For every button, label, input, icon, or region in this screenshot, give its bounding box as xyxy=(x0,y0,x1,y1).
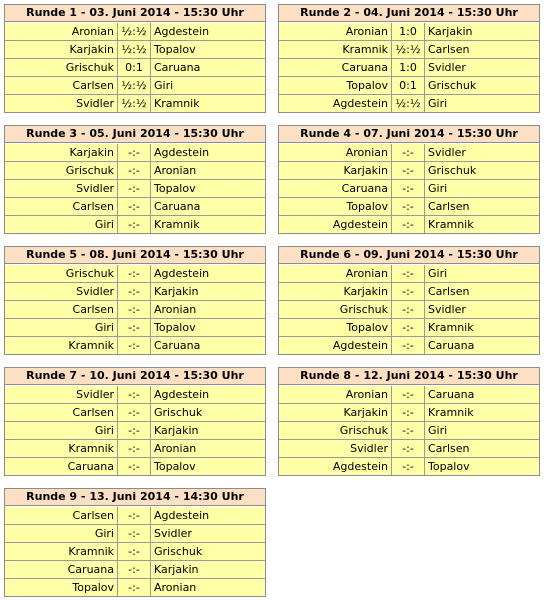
black-player: Topalov xyxy=(428,460,470,473)
white-player: Topalov xyxy=(346,321,388,334)
game-result: -:- xyxy=(117,386,151,403)
black-player: Topalov xyxy=(154,460,196,473)
game-row xyxy=(5,264,265,282)
game-result: -:- xyxy=(117,144,151,161)
black-player: Aronian xyxy=(154,581,197,594)
white-player: Svidler xyxy=(76,97,114,110)
round-table xyxy=(4,246,266,355)
game-result: ½:½ xyxy=(391,41,425,58)
round-header: Runde 9 - 13. Juni 2014 - 14:30 Uhr xyxy=(5,489,265,506)
white-player: Agdestein xyxy=(332,218,388,231)
game-result: 1:0 xyxy=(391,59,425,76)
round-table xyxy=(278,4,540,113)
game-row xyxy=(5,58,265,76)
game-row xyxy=(279,179,539,197)
game-row xyxy=(279,40,539,58)
black-player: Agdestein xyxy=(154,25,210,38)
black-player: Giri xyxy=(428,424,448,437)
game-row xyxy=(279,282,539,300)
round-header: Runde 7 - 10. Juni 2014 - 15:30 Uhr xyxy=(5,368,265,385)
white-player: Topalov xyxy=(346,200,388,213)
white-player: Giri xyxy=(94,424,114,437)
game-row xyxy=(5,560,265,578)
white-player: Svidler xyxy=(76,182,114,195)
game-row xyxy=(5,457,265,475)
game-row xyxy=(5,76,265,94)
game-row xyxy=(279,439,539,457)
white-player: Topalov xyxy=(72,581,114,594)
white-player: Aronian xyxy=(345,388,388,401)
black-player: Topalov xyxy=(154,43,196,56)
white-player: Agdestein xyxy=(332,97,388,110)
black-player: Kramnik xyxy=(154,97,200,110)
black-player: Grischuk xyxy=(428,79,477,92)
game-row xyxy=(279,76,539,94)
white-player: Grischuk xyxy=(339,303,388,316)
game-row xyxy=(5,179,265,197)
game-row xyxy=(5,300,265,318)
black-player: Karjakin xyxy=(154,285,199,298)
round-table xyxy=(278,246,540,355)
black-player: Giri xyxy=(154,79,174,92)
white-player: Kramnik xyxy=(68,339,114,352)
white-player: Karjakin xyxy=(69,146,114,159)
white-player: Carlsen xyxy=(72,303,114,316)
game-row xyxy=(5,385,265,403)
game-row xyxy=(279,403,539,421)
game-result: -:- xyxy=(391,162,425,179)
game-row xyxy=(5,578,265,596)
game-result: ½:½ xyxy=(117,77,151,94)
white-player: Giri xyxy=(94,527,114,540)
white-player: Giri xyxy=(94,218,114,231)
white-player: Karjakin xyxy=(343,164,388,177)
white-player: Carlsen xyxy=(72,200,114,213)
black-player: Agdestein xyxy=(154,388,210,401)
game-result: ½:½ xyxy=(391,95,425,112)
game-row xyxy=(279,457,539,475)
game-result: ½:½ xyxy=(117,95,151,112)
game-row xyxy=(5,282,265,300)
round-header: Runde 8 - 12. Juni 2014 - 15:30 Uhr xyxy=(279,368,539,385)
white-player: Caruana xyxy=(341,182,388,195)
round-header: Runde 5 - 08. Juni 2014 - 15:30 Uhr xyxy=(5,247,265,264)
black-player: Caruana xyxy=(428,339,475,352)
game-row xyxy=(279,215,539,233)
black-player: Karjakin xyxy=(154,563,199,576)
game-result: ½:½ xyxy=(117,23,151,40)
white-player: Svidler xyxy=(350,442,388,455)
white-player: Agdestein xyxy=(332,460,388,473)
game-result: -:- xyxy=(391,216,425,233)
game-row xyxy=(5,318,265,336)
game-row xyxy=(5,161,265,179)
black-player: Kramnik xyxy=(428,218,474,231)
round-table xyxy=(4,125,266,234)
black-player: Agdestein xyxy=(154,267,210,280)
black-player: Agdestein xyxy=(154,509,210,522)
game-result: 0:1 xyxy=(117,59,151,76)
game-result: ½:½ xyxy=(117,41,151,58)
white-player: Agdestein xyxy=(332,339,388,352)
game-result: -:- xyxy=(117,198,151,215)
black-player: Grischuk xyxy=(428,164,477,177)
game-row xyxy=(5,524,265,542)
game-result: -:- xyxy=(391,180,425,197)
white-player: Aronian xyxy=(345,267,388,280)
round-table xyxy=(278,125,540,234)
game-result: -:- xyxy=(117,162,151,179)
black-player: Kramnik xyxy=(428,406,474,419)
game-row xyxy=(279,197,539,215)
round-table xyxy=(278,367,540,476)
game-row xyxy=(279,318,539,336)
black-player: Giri xyxy=(428,182,448,195)
game-row xyxy=(5,215,265,233)
game-result: -:- xyxy=(117,319,151,336)
game-result: -:- xyxy=(391,144,425,161)
white-player: Grischuk xyxy=(65,61,114,74)
black-player: Aronian xyxy=(154,303,197,316)
game-row xyxy=(279,143,539,161)
white-player: Grischuk xyxy=(65,164,114,177)
round-header: Runde 4 - 07. Juni 2014 - 15:30 Uhr xyxy=(279,126,539,143)
game-result: -:- xyxy=(117,337,151,354)
game-row xyxy=(5,22,265,40)
black-player: Aronian xyxy=(154,442,197,455)
black-player: Carlsen xyxy=(428,285,470,298)
black-player: Svidler xyxy=(428,146,466,159)
game-row xyxy=(279,22,539,40)
game-result: -:- xyxy=(391,386,425,403)
round-header: Runde 3 - 05. Juni 2014 - 15:30 Uhr xyxy=(5,126,265,143)
game-result: -:- xyxy=(391,198,425,215)
black-player: Svidler xyxy=(154,527,192,540)
game-result: -:- xyxy=(391,265,425,282)
game-result: 0:1 xyxy=(391,77,425,94)
black-player: Topalov xyxy=(154,182,196,195)
white-player: Karjakin xyxy=(343,285,388,298)
round-table xyxy=(4,367,266,476)
black-player: Svidler xyxy=(428,303,466,316)
game-result: -:- xyxy=(117,404,151,421)
game-result: -:- xyxy=(117,561,151,578)
game-result: -:- xyxy=(391,422,425,439)
game-result: -:- xyxy=(117,301,151,318)
game-row xyxy=(5,197,265,215)
game-result: -:- xyxy=(117,422,151,439)
round-header: Runde 2 - 04. Juni 2014 - 15:30 Uhr xyxy=(279,5,539,22)
white-player: Caruana xyxy=(67,460,114,473)
game-result: -:- xyxy=(391,283,425,300)
white-player: Giri xyxy=(94,321,114,334)
game-result: -:- xyxy=(391,404,425,421)
white-player: Svidler xyxy=(76,388,114,401)
game-row xyxy=(5,143,265,161)
black-player: Carlsen xyxy=(428,43,470,56)
white-player: Caruana xyxy=(67,563,114,576)
game-row xyxy=(5,336,265,354)
round-header: Runde 6 - 09. Juni 2014 - 15:30 Uhr xyxy=(279,247,539,264)
game-row xyxy=(279,336,539,354)
white-player: Topalov xyxy=(346,79,388,92)
game-result: -:- xyxy=(391,458,425,475)
white-player: Carlsen xyxy=(72,79,114,92)
game-row xyxy=(279,58,539,76)
white-player: Carlsen xyxy=(72,406,114,419)
game-result: -:- xyxy=(117,458,151,475)
game-row xyxy=(279,161,539,179)
game-result: -:- xyxy=(117,216,151,233)
black-player: Agdestein xyxy=(154,146,210,159)
black-player: Svidler xyxy=(428,61,466,74)
white-player: Aronian xyxy=(345,146,388,159)
black-player: Aronian xyxy=(154,164,197,177)
black-player: Caruana xyxy=(428,388,475,401)
game-result: -:- xyxy=(117,440,151,457)
game-row xyxy=(5,94,265,112)
white-player: Svidler xyxy=(76,285,114,298)
black-player: Karjakin xyxy=(154,424,199,437)
black-player: Caruana xyxy=(154,200,201,213)
game-result: -:- xyxy=(391,337,425,354)
game-result: -:- xyxy=(117,507,151,524)
game-result: -:- xyxy=(117,543,151,560)
game-row xyxy=(5,506,265,524)
game-row xyxy=(279,94,539,112)
game-result: -:- xyxy=(391,440,425,457)
black-player: Caruana xyxy=(154,61,201,74)
black-player: Kramnik xyxy=(428,321,474,334)
round-table xyxy=(4,488,266,597)
game-row xyxy=(5,40,265,58)
white-player: Grischuk xyxy=(339,424,388,437)
black-player: Grischuk xyxy=(154,406,203,419)
black-player: Giri xyxy=(428,267,448,280)
game-row xyxy=(279,385,539,403)
white-player: Kramnik xyxy=(68,545,114,558)
game-row xyxy=(279,421,539,439)
white-player: Karjakin xyxy=(343,406,388,419)
game-result: -:- xyxy=(117,525,151,542)
white-player: Aronian xyxy=(71,25,114,38)
white-player: Karjakin xyxy=(69,43,114,56)
round-header: Runde 1 - 03. Juni 2014 - 15:30 Uhr xyxy=(5,5,265,22)
game-row xyxy=(5,439,265,457)
white-player: Kramnik xyxy=(342,43,388,56)
round-table xyxy=(4,4,266,113)
game-result: -:- xyxy=(117,283,151,300)
white-player: Caruana xyxy=(341,61,388,74)
game-row xyxy=(279,264,539,282)
game-result: -:- xyxy=(117,579,151,596)
game-result: -:- xyxy=(391,301,425,318)
black-player: Karjakin xyxy=(428,25,473,38)
game-result: -:- xyxy=(117,180,151,197)
white-player: Aronian xyxy=(345,25,388,38)
white-player: Carlsen xyxy=(72,509,114,522)
game-result: -:- xyxy=(117,265,151,282)
game-result: -:- xyxy=(391,319,425,336)
black-player: Caruana xyxy=(154,339,201,352)
game-row xyxy=(5,403,265,421)
black-player: Grischuk xyxy=(154,545,203,558)
game-result: 1:0 xyxy=(391,23,425,40)
black-player: Kramnik xyxy=(154,218,200,231)
black-player: Giri xyxy=(428,97,448,110)
game-row xyxy=(279,300,539,318)
black-player: Carlsen xyxy=(428,200,470,213)
game-row xyxy=(5,421,265,439)
white-player: Kramnik xyxy=(68,442,114,455)
white-player: Grischuk xyxy=(65,267,114,280)
black-player: Carlsen xyxy=(428,442,470,455)
black-player: Topalov xyxy=(154,321,196,334)
game-row xyxy=(5,542,265,560)
